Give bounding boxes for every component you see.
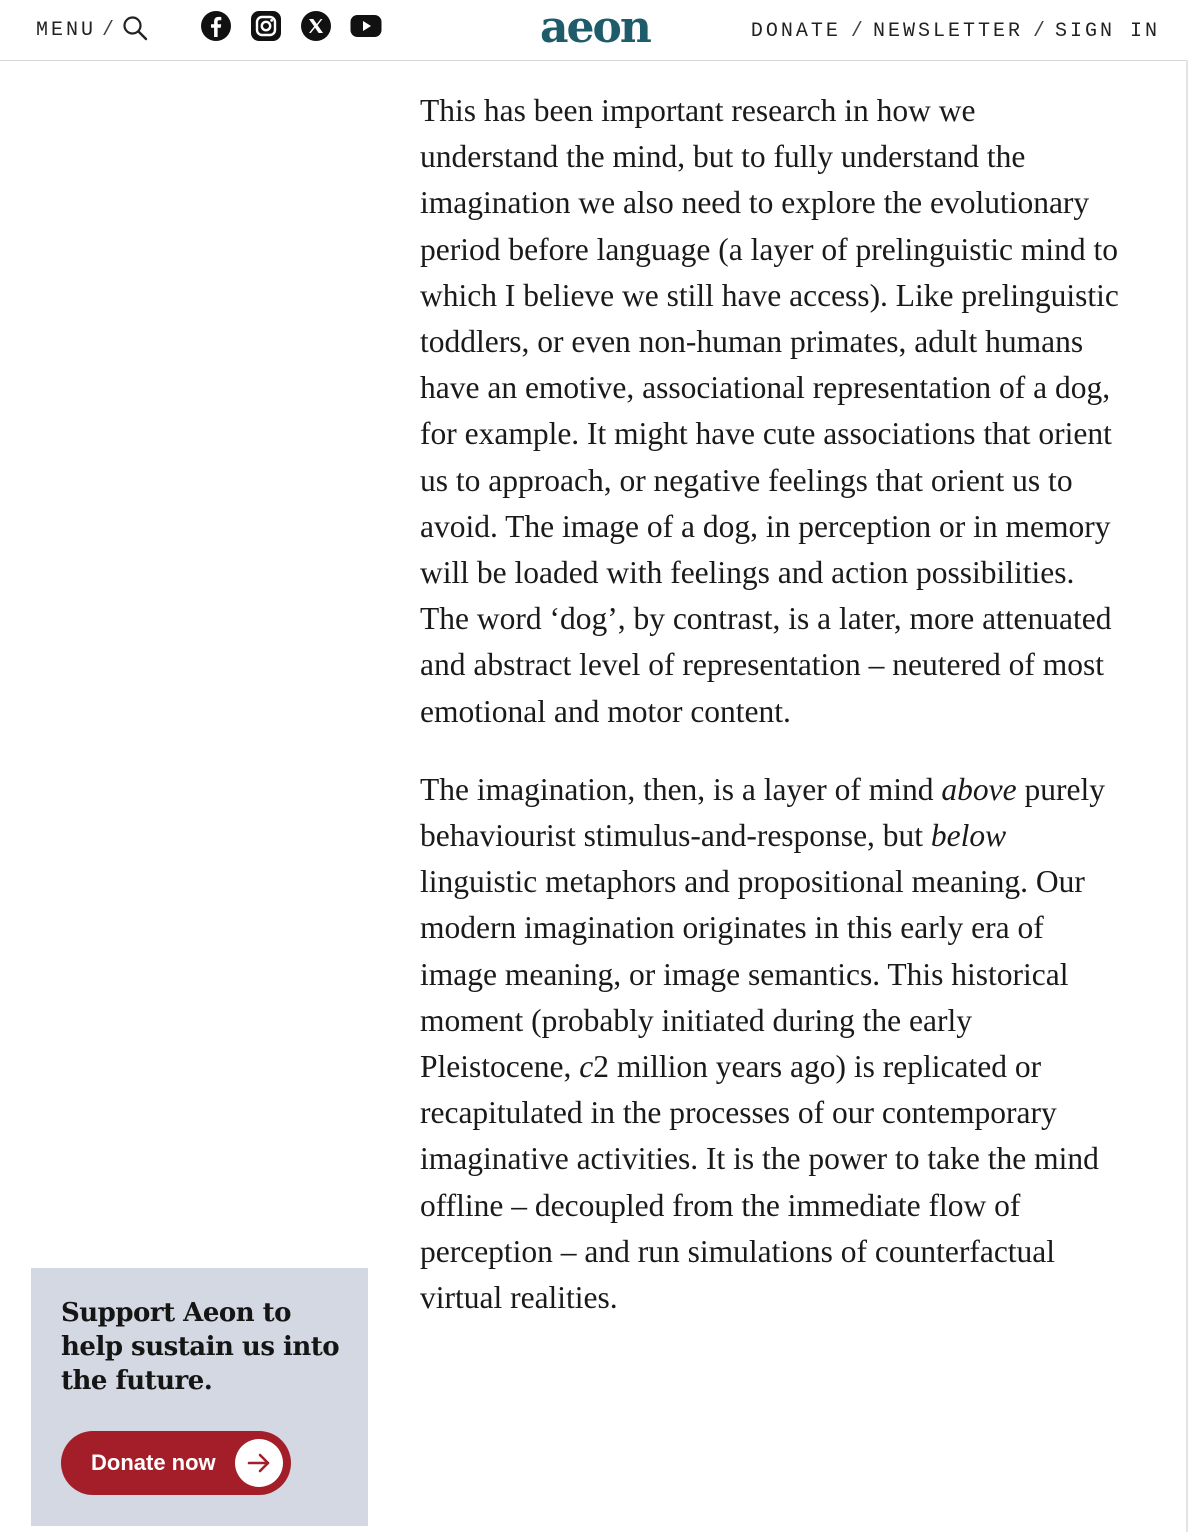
text-run: 2 million years ago) is replicated or recapitulated in the processes of our contemporary imaginative activities. It is the power to take the mind offline – decoupled from the immediate flow of perception – and run simulations of counterfactual virtual realities. [420,1049,1099,1316]
youtube-icon[interactable] [350,10,382,42]
menu-group [36,14,148,46]
x-icon[interactable] [300,10,332,42]
instagram-icon[interactable] [250,10,282,42]
menu-separator: / [102,18,115,42]
nav-donate[interactable]: DONATE [750,20,841,43]
search-icon[interactable] [122,15,148,41]
emphasis-above: above [941,771,1017,807]
text-run: linguistic metaphors and propositional meaning. Our modern imagination originates in this early era of image meaning, or image semantics. This historical moment (probably initiated during the early Pleistocene, [420,864,1085,1085]
emphasis-circa: c [579,1049,594,1085]
support-message: Support Aeon to help sustain us into the future. [61,1298,340,1396]
text-run: purely behaviourist stimulus-and-response, but [420,771,1105,854]
donate-now-button[interactable] [61,1431,291,1495]
social-links [200,10,382,42]
site-header [0,0,1188,61]
nav-newsletter[interactable]: NEWSLETTER [872,20,1023,43]
article-paragraph: This has been important research in how we understand the mind, but to fully understand the imagination we also need to explore the evolutionary period before language (a layer of prelinguistic mind to which I believe we still have access). Like prelinguistic toddlers, or even non-human primates, adult humans have an emotive, associational representation of a dog, for example. It might have cute associations that orient us to approach, or negative feelings that orient us to avoid. The image of a dog, in perception or in memory will be loaded with feelings and action possibilities. The word ‘dog’, by contrast, is a later, more attenuated and abstract level of representation – neutered of most emotional and motor content. [420,93,1119,729]
nav-separator: / [850,20,863,43]
article-body [420,88,1120,1353]
nav-sign-in[interactable]: SIGN IN [1054,20,1160,43]
article-paragraph [420,767,1120,1321]
emphasis-below: below [930,818,1007,854]
text-run: The imagination, then, is a layer of mind [420,771,942,807]
menu-button[interactable]: MENU [36,18,97,42]
facebook-icon[interactable] [200,10,232,42]
nav-separator: / [1032,20,1045,43]
aeon-logo[interactable]: aeon [540,2,650,53]
donate-now-label: Donate now [91,1450,216,1475]
top-nav [751,20,1160,43]
support-aeon-box [31,1268,368,1526]
arrow-right-icon [235,1439,283,1487]
